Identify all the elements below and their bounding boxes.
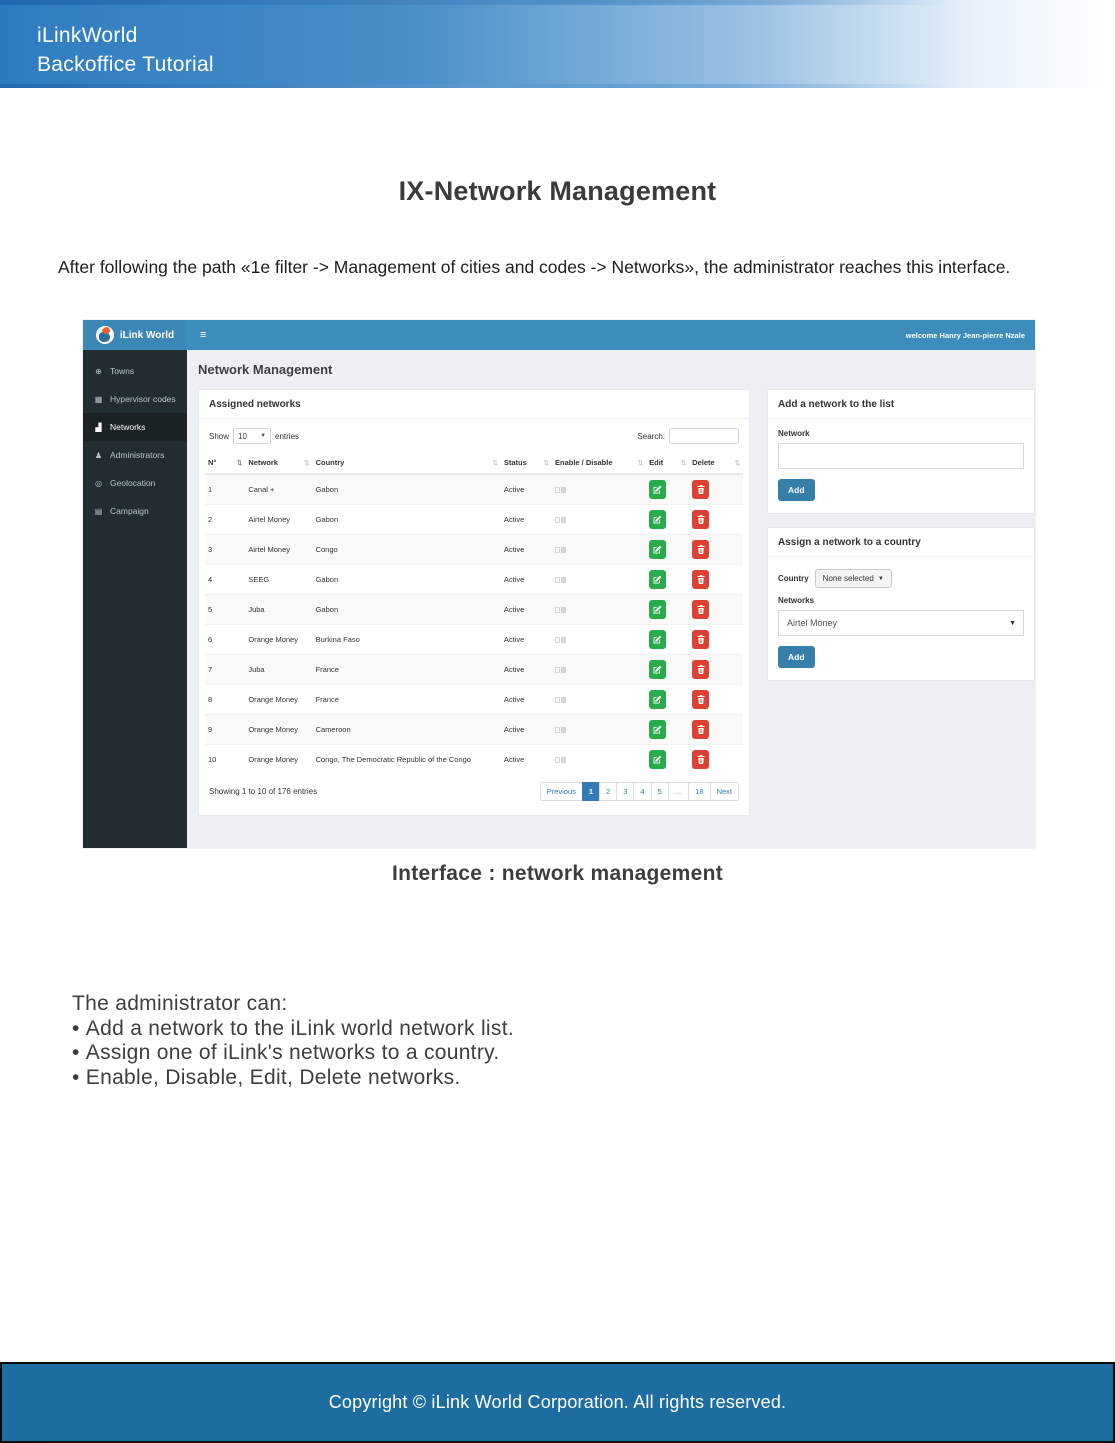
brand-line-2: Backoffice Tutorial <box>37 53 214 76</box>
delete-button[interactable] <box>692 630 709 649</box>
edit-button[interactable] <box>649 630 666 649</box>
cell-enable-disable <box>552 534 646 564</box>
globe-icon: ⊕ <box>95 366 102 376</box>
trash-icon <box>697 575 705 584</box>
pagination-ellipsis: … <box>668 782 690 801</box>
trash-icon <box>697 485 705 494</box>
cell-delete <box>689 684 743 714</box>
cell-delete <box>689 624 743 654</box>
search-label: Search: <box>637 431 665 441</box>
delete-button[interactable] <box>692 720 709 739</box>
cell-network: SEEG <box>245 564 312 594</box>
cell-network: Juba <box>245 594 312 624</box>
cell-delete <box>689 654 743 684</box>
column-header-edit[interactable]: Edit ⇅ <box>646 452 689 474</box>
cell-country: Gabon <box>313 504 501 534</box>
sidebar-item-label: Networks <box>110 422 146 432</box>
grid-icon: ▦ <box>94 394 103 404</box>
edit-button[interactable] <box>649 600 666 619</box>
cell-status: Active <box>501 594 552 624</box>
cell-edit <box>646 624 689 654</box>
trash-icon <box>697 725 705 734</box>
cell-edit <box>646 474 689 504</box>
cell-status: Active <box>501 714 552 744</box>
panel-title: Assign a network to a country <box>768 528 1034 557</box>
cell-number: 5 <box>205 594 245 624</box>
column-header-network[interactable]: Network ⇅ <box>245 452 312 474</box>
cell-network: Juba <box>245 654 312 684</box>
table-row <box>205 684 743 714</box>
sidebar-item-hypervisor-codes[interactable] <box>83 385 187 413</box>
page-size-select[interactable]: 10 ▼ <box>233 428 271 444</box>
sort-icon: ⇅ <box>304 459 310 467</box>
cell-delete <box>689 564 743 594</box>
sidebar-item-label: Campaign <box>110 506 149 516</box>
column-header-number[interactable]: N° ⇅ <box>205 452 245 474</box>
cell-status: Active <box>501 684 552 714</box>
cell-number: 8 <box>205 684 245 714</box>
sidebar-item-administrators[interactable] <box>83 441 187 469</box>
cell-enable-disable <box>552 594 646 624</box>
networks-field-label: Networks <box>778 596 815 605</box>
trash-icon <box>697 755 705 764</box>
enable-disable-toggle[interactable] <box>555 697 566 703</box>
user-icon: ♟ <box>94 450 103 460</box>
cell-number: 4 <box>205 564 245 594</box>
table-row <box>205 744 743 774</box>
cell-enable-disable <box>552 714 646 744</box>
enable-disable-toggle[interactable] <box>555 607 566 613</box>
cell-country: Gabon <box>313 474 501 504</box>
pencil-square-icon <box>653 755 662 764</box>
edit-button[interactable] <box>649 540 666 559</box>
cell-edit <box>646 744 689 774</box>
edit-button[interactable] <box>649 510 666 529</box>
cell-number: 10 <box>205 744 245 774</box>
sidebar-item-networks[interactable] <box>83 413 187 441</box>
app-content <box>187 350 1035 848</box>
cell-enable-disable <box>552 684 646 714</box>
cell-network: Orange Money <box>245 714 312 744</box>
edit-button[interactable] <box>649 690 666 709</box>
sort-icon: ⇅ <box>680 459 687 467</box>
cell-country: Burkina Faso <box>313 624 501 654</box>
cell-status: Active <box>501 624 552 654</box>
sidebar-item-campaign[interactable] <box>83 497 187 525</box>
networks-select[interactable]: Airtel Money ▼ <box>778 610 1024 636</box>
country-dropdown-button[interactable]: None selected ▼ <box>815 569 892 588</box>
delete-button[interactable] <box>692 540 709 559</box>
cell-enable-disable <box>552 474 646 504</box>
app-logo[interactable] <box>83 320 187 350</box>
cell-edit <box>646 684 689 714</box>
table-row <box>205 714 743 744</box>
pagination-page-18[interactable]: 18 <box>688 782 710 801</box>
trash-icon <box>697 635 705 644</box>
cell-number: 7 <box>205 654 245 684</box>
enable-disable-toggle[interactable] <box>555 727 566 733</box>
cell-enable-disable <box>552 624 646 654</box>
panel-title: Assigned networks <box>199 390 749 419</box>
cell-delete <box>689 744 743 774</box>
list-icon: ▤ <box>94 506 103 516</box>
cell-edit <box>646 504 689 534</box>
enable-disable-toggle[interactable] <box>555 547 566 553</box>
cell-delete <box>689 594 743 624</box>
column-header-enable-disable[interactable]: Enable / Disable ⇅ <box>552 452 646 474</box>
chevron-down-icon: ▼ <box>1009 619 1016 627</box>
cell-edit <box>646 654 689 684</box>
sidebar-item-label: Geolocation <box>110 478 156 488</box>
cell-enable-disable <box>552 504 646 534</box>
pencil-square-icon <box>653 605 662 614</box>
column-header-delete[interactable]: Delete ⇅ <box>689 452 743 474</box>
pagination-page-5[interactable]: 5 <box>651 782 669 801</box>
sort-icon: ⇅ <box>734 459 740 467</box>
cell-status: Active <box>501 504 552 534</box>
search-input[interactable] <box>669 428 739 444</box>
sidebar-item-label: Hypervisor codes <box>110 394 176 404</box>
table-row <box>205 534 743 564</box>
app-sidebar <box>83 350 187 848</box>
document-brand <box>37 21 214 79</box>
cell-delete <box>689 474 743 504</box>
signal-bars-icon: ▟ <box>95 422 102 432</box>
trash-icon <box>697 545 705 554</box>
delete-button[interactable] <box>692 480 709 499</box>
sort-icon: ⇅ <box>492 459 498 467</box>
network-field-label: Network <box>778 429 810 438</box>
notes-title: The administrator can: <box>72 992 288 1015</box>
welcome-user-label[interactable]: welcome Hanry Jean-pierre Nzale <box>905 330 1025 340</box>
cell-number: 1 <box>205 474 245 504</box>
panel-title: Add a network to the list <box>768 390 1034 419</box>
cell-country: Gabon <box>313 564 501 594</box>
delete-button[interactable] <box>692 570 709 589</box>
cell-country: Cameroon <box>313 714 501 744</box>
column-header-country[interactable]: Country ⇅ <box>313 452 501 474</box>
cell-country: Congo <box>313 534 501 564</box>
screenshot-caption: Interface : network management <box>391 862 724 885</box>
sidebar-item-label: Towns <box>110 366 135 376</box>
add-network-panel <box>767 389 1035 514</box>
cell-network: Airtel Money <box>245 534 312 564</box>
pagination-page-2[interactable]: 2 <box>599 782 617 801</box>
cell-country: France <box>313 654 501 684</box>
cell-status: Active <box>501 564 552 594</box>
pencil-square-icon <box>653 485 662 494</box>
admin-notes <box>72 992 514 1090</box>
delete-button[interactable] <box>692 660 709 679</box>
delete-button[interactable] <box>692 690 709 709</box>
cell-edit <box>646 714 689 744</box>
app-brand-label: iLink World <box>119 329 175 341</box>
assign-network-button[interactable]: Add <box>778 646 815 668</box>
table-row <box>205 624 743 654</box>
sidebar-item-geolocation[interactable] <box>83 469 187 497</box>
document-header <box>0 0 1115 88</box>
pagination-page-3[interactable]: 3 <box>616 782 634 801</box>
cell-enable-disable <box>552 564 646 594</box>
copyright-text: Copyright © iLink World Corporation. All rights reserved. <box>328 1392 787 1412</box>
trash-icon <box>697 665 705 674</box>
page-title: IX-Network Management <box>398 176 717 206</box>
cell-network: Orange Money <box>245 684 312 714</box>
pagination-next[interactable]: Next <box>710 782 739 801</box>
networks-table <box>205 452 743 774</box>
edit-button[interactable] <box>649 480 666 499</box>
edit-button[interactable] <box>649 750 666 769</box>
assigned-networks-panel <box>198 389 750 816</box>
table-row <box>205 654 743 684</box>
brand-globe-pin-icon <box>96 326 114 344</box>
cell-network: Orange Money <box>245 744 312 774</box>
enable-disable-toggle[interactable] <box>555 517 566 523</box>
table-body <box>205 474 743 774</box>
cell-edit <box>646 534 689 564</box>
cell-status: Active <box>501 654 552 684</box>
trash-icon <box>697 695 705 704</box>
sidebar-item-label: Administrators <box>110 450 165 460</box>
cell-network: Orange Money <box>245 624 312 654</box>
cell-country: Congo, The Democratic Republic of the Congo <box>313 744 501 774</box>
assign-network-panel <box>767 527 1035 681</box>
show-label: Show <box>209 431 230 441</box>
sort-icon: ⇅ <box>236 459 243 467</box>
cell-status: Active <box>501 474 552 504</box>
note-bullet: • Add a network to the iLink world network list. <box>72 1017 514 1042</box>
table-row <box>205 594 743 624</box>
note-bullet: • Enable, Disable, Edit, Delete networks. <box>72 1066 514 1091</box>
entries-label: entries <box>275 431 300 441</box>
enable-disable-toggle[interactable] <box>555 577 566 583</box>
pagination-previous[interactable]: Previous <box>540 782 583 801</box>
map-pin-icon: ◎ <box>95 478 102 488</box>
pagination-page-4[interactable]: 4 <box>633 782 651 801</box>
chevron-down-icon: ▼ <box>877 575 884 582</box>
cell-delete <box>689 504 743 534</box>
network-name-input[interactable] <box>778 443 1024 469</box>
content-heading: Network Management <box>198 362 333 377</box>
table-summary: Showing 1 to 10 of 176 entries <box>209 787 318 796</box>
pencil-square-icon <box>653 665 662 674</box>
cell-country: Gabon <box>313 594 501 624</box>
document-footer <box>0 1362 1115 1443</box>
app-screenshot <box>83 320 1035 848</box>
cell-network: Airtel Money <box>245 504 312 534</box>
cell-enable-disable <box>552 654 646 684</box>
table-row <box>205 564 743 594</box>
cell-edit <box>646 564 689 594</box>
delete-button[interactable] <box>692 750 709 769</box>
sort-icon: ⇅ <box>637 459 644 467</box>
app-navbar <box>187 320 1035 350</box>
hamburger-icon[interactable]: ≡ <box>200 328 207 341</box>
cell-number: 9 <box>205 714 245 744</box>
cell-delete <box>689 714 743 744</box>
cell-number: 3 <box>205 534 245 564</box>
sidebar-item-towns[interactable] <box>83 357 187 385</box>
cell-enable-disable <box>552 744 646 774</box>
cell-delete <box>689 534 743 564</box>
trash-icon <box>697 515 705 524</box>
delete-button[interactable] <box>692 600 709 619</box>
pencil-square-icon <box>653 695 662 704</box>
app-topbar <box>83 320 1035 350</box>
cell-status: Active <box>501 744 552 774</box>
table-row <box>205 474 743 504</box>
table-row <box>205 504 743 534</box>
enable-disable-toggle[interactable] <box>555 487 566 493</box>
sort-icon: ⇅ <box>543 459 549 467</box>
column-header-status[interactable]: Status ⇅ <box>501 452 552 474</box>
pagination-page-1[interactable]: 1 <box>582 782 600 801</box>
pencil-square-icon <box>653 575 662 584</box>
edit-button[interactable] <box>649 570 666 589</box>
cell-edit <box>646 594 689 624</box>
cell-network: Canal + <box>245 474 312 504</box>
pencil-square-icon <box>653 725 662 734</box>
enable-disable-toggle[interactable] <box>555 667 566 673</box>
note-bullet: • Assign one of iLink's networks to a country. <box>72 1041 514 1066</box>
cell-country: France <box>313 684 501 714</box>
pencil-square-icon <box>653 635 662 644</box>
delete-button[interactable] <box>692 510 709 529</box>
cell-number: 2 <box>205 504 245 534</box>
add-network-button[interactable]: Add <box>778 479 815 501</box>
cell-number: 6 <box>205 624 245 654</box>
edit-button[interactable] <box>649 660 666 679</box>
cell-status: Active <box>501 534 552 564</box>
intro-paragraph: After following the path «1e filter -> Management of cities and codes -> Networks», the administrator reaches this interface. <box>58 257 1011 277</box>
trash-icon <box>697 605 705 614</box>
chevron-down-icon: ▼ <box>260 433 267 439</box>
enable-disable-toggle[interactable] <box>555 757 566 763</box>
enable-disable-toggle[interactable] <box>555 637 566 643</box>
pencil-square-icon <box>653 545 662 554</box>
pagination <box>541 782 739 801</box>
edit-button[interactable] <box>649 720 666 739</box>
pencil-square-icon <box>653 515 662 524</box>
brand-line-1: iLinkWorld <box>37 24 138 47</box>
country-field-label: Country <box>778 574 809 583</box>
